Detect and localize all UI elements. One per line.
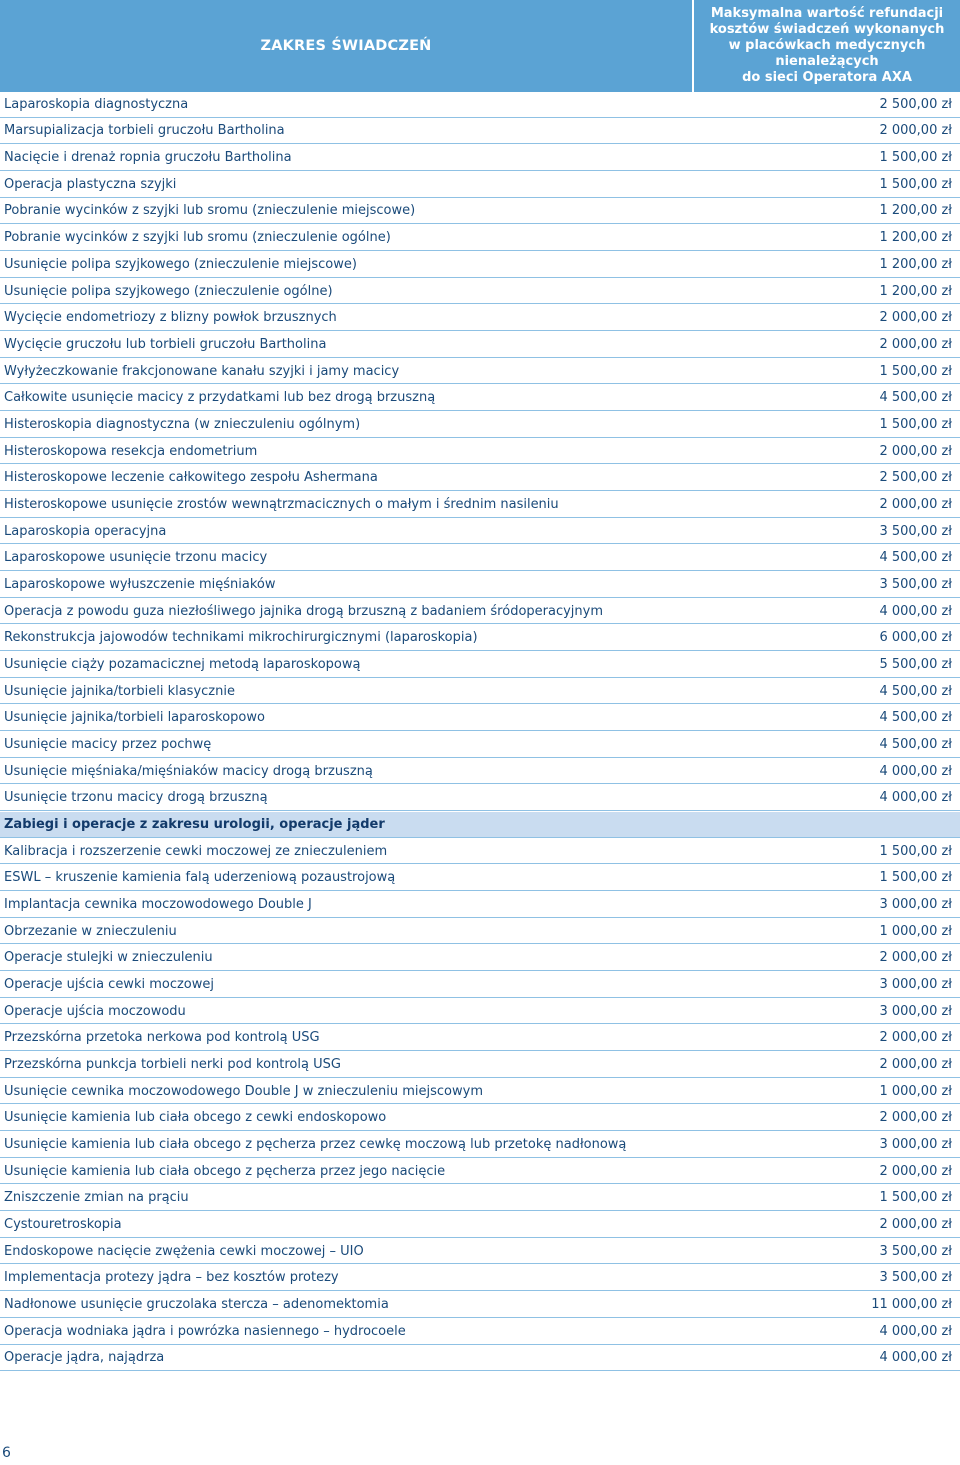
refund-amount: 4 500,00 zł (879, 710, 952, 726)
refund-amount: 2 000,00 zł (879, 310, 952, 326)
refund-amount: 3 000,00 zł (879, 896, 952, 912)
table-row (0, 1186, 960, 1212)
table-row (0, 1132, 960, 1158)
table-row (0, 332, 960, 358)
refund-amount: 4 500,00 zł (879, 683, 952, 699)
procedure-name: Usunięcie kamienia lub ciała obcego z pęcherza przez cewkę moczową lub przetokę nadłonową (4, 1137, 627, 1152)
refund-amount: 2 000,00 zł (879, 336, 952, 352)
refund-amount: 1 500,00 zł (879, 363, 952, 379)
refund-amount: 1 500,00 zł (879, 176, 952, 192)
procedure-name: Operacja plastyczna szyjki (4, 176, 177, 192)
procedure-name: Laparoskopia operacyjna (4, 523, 167, 539)
table-row (0, 412, 960, 438)
table-row (0, 199, 960, 225)
procedure-name: Histeroskopia diagnostyczna (w znieczuleniu ogólnym) (4, 416, 361, 432)
table-row (0, 359, 960, 385)
table-row (0, 759, 960, 785)
refund-amount: 4 000,00 zł (879, 763, 952, 779)
procedure-name: ESWL – kruszenie kamienia falą uderzeniową pozaustrojową (4, 870, 396, 886)
procedure-name: Operacje stulejki w znieczuleniu (4, 950, 213, 966)
procedure-name: Usunięcie trzonu macicy drogą brzuszną (4, 790, 268, 806)
table-row (0, 1079, 960, 1105)
refund-amount: 4 000,00 zł (879, 790, 952, 806)
table-row (0, 1106, 960, 1132)
procedure-name: Przezskórna punkcja torbieli nerki pod kontrolą USG (4, 1056, 341, 1072)
table-row (0, 785, 960, 811)
table-row (0, 519, 960, 545)
refund-amount: 1 200,00 zł (879, 256, 952, 272)
procedure-name: Histeroskopowe leczenie całkowitego zespołu Ashermana (4, 470, 378, 486)
refund-amount: 1 500,00 zł (879, 416, 952, 432)
procedure-name: Usunięcie ciąży pozamacicznej metodą laparoskopową (4, 656, 361, 672)
procedure-name: Rekonstrukcja jajowodów technikami mikrochirurgicznymi (laparoskopia) (4, 630, 478, 646)
table-body (0, 92, 960, 1371)
refund-header-line: w placówkach medycznych (728, 38, 926, 53)
table-row (0, 492, 960, 518)
refund-amount: 4 500,00 zł (879, 736, 952, 752)
procedure-name: Całkowite usunięcie macicy z przydatkami lub bez drogą brzuszną (4, 390, 436, 406)
procedure-name: Laparoskopowe wyłuszczenie mięśniaków (4, 576, 276, 592)
procedure-name: Przezskórna przetoka nerkowa pod kontrolą USG (4, 1030, 320, 1046)
table-row (0, 172, 960, 198)
table-row (0, 225, 960, 251)
procedure-name: Usunięcie jajnika/torbieli klasycznie (4, 683, 235, 699)
refund-amount: 4 500,00 zł (879, 550, 952, 566)
refund-amount: 1 500,00 zł (879, 843, 952, 859)
table-row (0, 1026, 960, 1052)
refund-amount: 11 000,00 zł (871, 1297, 952, 1313)
procedure-name: Pobranie wycinków z szyjki lub sromu (znieczulenie ogólne) (4, 230, 391, 246)
page-number: 6 (2, 1445, 11, 1461)
table-row (0, 1292, 960, 1318)
procedure-name: Wycięcie gruczołu lub torbieli gruczołu Bartholina (4, 336, 327, 352)
procedure-name: Pobranie wycinków z szyjki lub sromu (znieczulenie miejscowe) (4, 203, 416, 219)
refund-amount: 4 000,00 zł (879, 603, 952, 619)
procedure-name: Wycięcie endometriozy z blizny powłok brzusznych (4, 310, 337, 326)
table-row (0, 972, 960, 998)
refund-header-line: kosztów świadczeń wykonanych (709, 22, 945, 37)
refund-amount: 2 000,00 zł (879, 1217, 952, 1233)
refund-amount: 6 000,00 zł (879, 630, 952, 646)
table-row (0, 279, 960, 305)
refund-amount: 2 000,00 zł (879, 496, 952, 512)
procedure-name: Usunięcie kamienia lub ciała obcego z cewki endoskopowo (4, 1110, 387, 1126)
procedure-name: Operacje ujścia cewki moczowej (4, 976, 214, 992)
procedure-name: Cystouretroskopia (4, 1217, 122, 1233)
procedure-name: Usunięcie jajnika/torbieli laparoskopowo (4, 710, 265, 726)
refund-column-header (694, 0, 960, 92)
procedure-name: Operacje jądra, najądrza (4, 1350, 165, 1366)
procedure-name: Nacięcie i drenaż ropnia gruczołu Bartholina (4, 150, 292, 166)
procedure-name: Histeroskopowe usunięcie zrostów wewnątrzmacicznych o małym i średnim nasileniu (4, 496, 559, 512)
procedure-name: Endoskopowe nacięcie zwężenia cewki moczowej – UIO (4, 1243, 364, 1259)
table-row (0, 1239, 960, 1265)
refund-amount: 2 500,00 zł (879, 470, 952, 486)
refund-amount: 3 000,00 zł (879, 1137, 952, 1152)
refund-amount: 2 000,00 zł (879, 123, 952, 139)
table-row (0, 145, 960, 171)
refund-amount: 5 500,00 zł (879, 656, 952, 672)
procedure-name: Zniszczenie zmian na prąciu (4, 1190, 189, 1206)
procedure-name: Operacja z powodu guza niezłośliwego jajnika drogą brzuszną z badaniem śródoperacyjnym (4, 603, 604, 619)
table-row (0, 92, 960, 118)
refund-amount: 2 000,00 zł (879, 443, 952, 459)
table-row (0, 705, 960, 731)
table-row (0, 839, 960, 865)
table-row (0, 119, 960, 145)
procedure-name: Usunięcie kamienia lub ciała obcego z pęcherza przez jego nacięcie (4, 1163, 446, 1179)
procedure-name: Histeroskopowa resekcja endometrium (4, 443, 258, 459)
table-row (0, 252, 960, 278)
table-row (0, 652, 960, 678)
table-row (0, 919, 960, 945)
table-header (0, 0, 960, 92)
refund-amount: 3 000,00 zł (879, 1003, 952, 1019)
table-row (0, 572, 960, 598)
refund-amount: 1 200,00 zł (879, 230, 952, 246)
procedure-name: Laparoskopia diagnostyczna (4, 96, 189, 112)
table-row (0, 1266, 960, 1292)
table-row (0, 999, 960, 1025)
refund-header-line: nienależących (775, 54, 879, 69)
procedure-name: Marsupializacja torbieli gruczołu Bartholina (4, 123, 285, 139)
refund-amount: 4 000,00 zł (879, 1350, 952, 1366)
table-row (0, 865, 960, 891)
table-row (0, 1052, 960, 1078)
refund-header-line: do sieci Operatora AXA (742, 70, 912, 85)
procedure-name: Implantacja cewnika moczowodowego Double J (4, 896, 312, 912)
table-row (0, 679, 960, 705)
refund-amount: 1 000,00 zł (879, 923, 952, 939)
refund-amount: 4 000,00 zł (879, 1323, 952, 1339)
refund-amount: 3 500,00 zł (879, 1270, 952, 1286)
procedure-name: Wyłyżeczkowanie frakcjonowane kanału szyjki i jamy macicy (4, 363, 400, 379)
refund-amount: 4 500,00 zł (879, 390, 952, 406)
table-row (0, 892, 960, 918)
refund-amount: 2 500,00 zł (879, 96, 952, 112)
refund-amount: 3 000,00 zł (879, 976, 952, 992)
table-row (0, 625, 960, 651)
procedure-name: Usunięcie polipa szyjkowego (znieczulenie miejscowe) (4, 256, 357, 272)
table-row (0, 732, 960, 758)
refund-amount: 3 500,00 zł (879, 523, 952, 539)
refund-amount: 1 200,00 zł (879, 283, 952, 299)
refund-amount: 1 500,00 zł (879, 150, 952, 166)
refund-amount: 2 000,00 zł (879, 950, 952, 966)
procedure-name: Usunięcie polipa szyjkowego (znieczulenie ogólne) (4, 283, 333, 299)
procedure-name: Obrzezanie w znieczuleniu (4, 923, 177, 939)
table-row (0, 305, 960, 331)
refund-amount: 1 000,00 zł (879, 1083, 952, 1099)
table-row (0, 439, 960, 465)
table-row (0, 385, 960, 411)
procedure-name: Usunięcie macicy przez pochwę (4, 736, 212, 752)
table-row (0, 545, 960, 571)
table-row (0, 1346, 960, 1372)
section-title: Zabiegi i operacje z zakresu urologii, operacje jąder (4, 816, 385, 832)
refund-amount: 2 000,00 zł (879, 1056, 952, 1072)
procedure-name: Usunięcie mięśniaka/mięśniaków macicy drogą brzuszną (4, 763, 373, 779)
refund-amount: 1 500,00 zł (879, 1190, 952, 1206)
procedure-name: Kalibracja i rozszerzenie cewki moczowej ze znieczuleniem (4, 843, 388, 859)
table-row (0, 946, 960, 972)
procedure-name: Operacje ujścia moczowodu (4, 1003, 186, 1019)
procedure-name: Laparoskopowe usunięcie trzonu macicy (4, 550, 268, 566)
table-row (0, 1319, 960, 1345)
refund-amount: 3 500,00 zł (879, 576, 952, 592)
procedure-name: Nadłonowe usunięcie gruczolaka stercza – adenomektomia (4, 1297, 389, 1313)
procedure-name: Operacja wodniaka jądra i powrózka nasiennego – hydrocoele (4, 1323, 406, 1339)
table-row (0, 465, 960, 491)
refund-amount: 2 000,00 zł (879, 1163, 952, 1179)
table-row (0, 1212, 960, 1238)
procedure-name: Implementacja protezy jądra – bez kosztów protezy (4, 1270, 339, 1286)
refund-header-line: Maksymalna wartość refundacji (710, 6, 944, 21)
refund-amount: 1 500,00 zł (879, 870, 952, 886)
procedure-name: Usunięcie cewnika moczowodowego Double J w znieczuleniu miejscowym (4, 1083, 483, 1099)
refund-amount: 2 000,00 zł (879, 1030, 952, 1046)
scope-column-header: ZAKRES ŚWIADCZEŃ (0, 0, 692, 92)
table-row (0, 599, 960, 625)
refund-amount: 1 200,00 zł (879, 203, 952, 219)
section-header-row (0, 812, 960, 838)
table-row (0, 1159, 960, 1185)
refund-amount: 2 000,00 zł (879, 1110, 952, 1126)
refund-amount: 3 500,00 zł (879, 1243, 952, 1259)
